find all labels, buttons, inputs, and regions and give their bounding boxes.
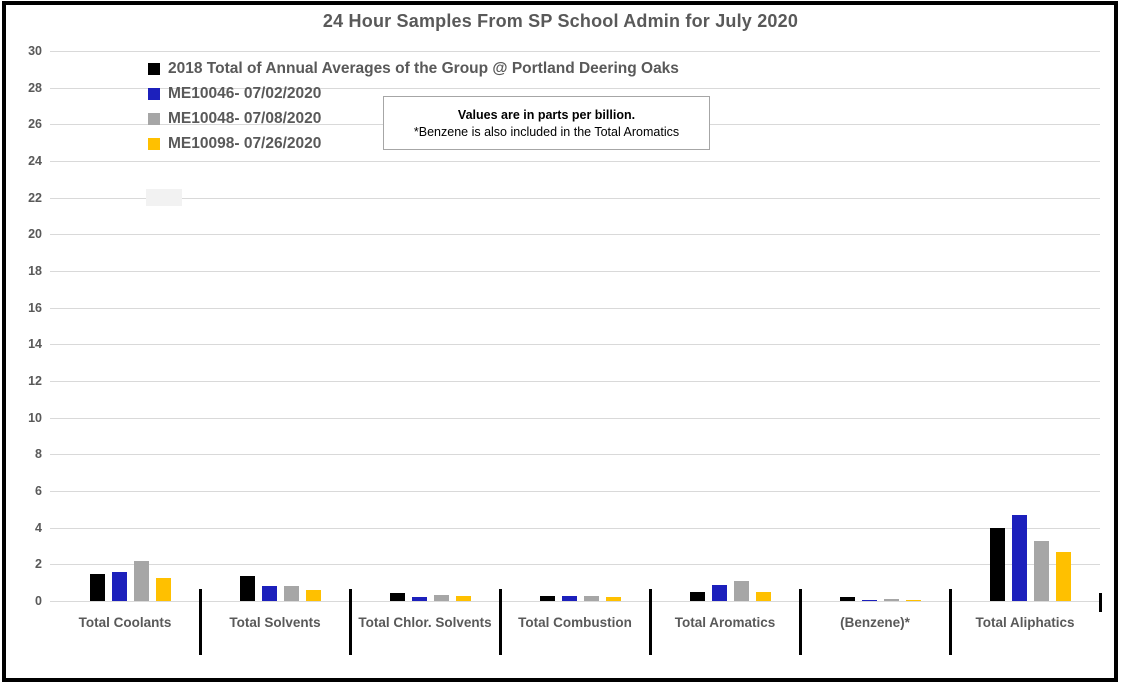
x-axis-category-label: Total Combustion [518, 615, 632, 630]
gridline [50, 308, 1100, 309]
bar-series-4-cat-7 [1056, 552, 1071, 602]
bar-series-1-cat-4 [540, 596, 555, 602]
gridline [50, 234, 1100, 235]
bar-series-4-cat-1 [156, 578, 171, 601]
y-axis-tick-label: 22 [28, 190, 42, 205]
y-axis-tick-label: 20 [28, 227, 42, 242]
gridline [50, 381, 1100, 382]
legend-color-swatch [148, 113, 160, 125]
x-axis-category-label: Total Coolants [78, 615, 172, 630]
gridline [50, 564, 1100, 565]
x-axis-category-label: (Benzene)* [840, 615, 910, 630]
y-axis-tick-label: 18 [28, 264, 42, 278]
axis-end-tick [1099, 593, 1102, 612]
x-axis-category-label: Total Solvents [229, 615, 321, 630]
bar-series-2-cat-1 [112, 572, 127, 601]
bar-series-2-cat-7 [1012, 515, 1027, 601]
y-axis-tick-label: 24 [28, 154, 42, 168]
gridline [50, 271, 1100, 272]
note-line-2: *Benzene is also included in the Total Aromatics [413, 124, 680, 139]
x-axis-category-label: Total Aliphatics [975, 615, 1075, 630]
category-separator [649, 589, 652, 655]
gridline [50, 418, 1100, 419]
chart-title: 24 Hour Samples From SP School Admin for July 2020 [322, 11, 799, 31]
category-separator [349, 589, 352, 655]
gridline [50, 161, 1100, 162]
bar-series-3-cat-4 [584, 596, 599, 601]
legend-label: ME10048- 07/08/2020 [168, 109, 322, 127]
gridline [50, 601, 1100, 602]
bar-series-2-cat-5 [712, 585, 727, 602]
gridline [50, 344, 1100, 345]
bar-series-4-cat-5 [756, 592, 771, 601]
y-axis-tick-label: 28 [28, 80, 42, 95]
bar-series-4-cat-2 [306, 590, 321, 601]
y-axis-tick-label: 26 [28, 117, 42, 132]
y-axis-tick-label: 10 [28, 410, 42, 425]
gridline-gap-artifact [146, 189, 182, 206]
bar-series-3-cat-5 [734, 581, 749, 601]
bar-series-3-cat-6 [884, 599, 899, 601]
gridline [50, 528, 1100, 529]
bar-series-2-cat-6 [862, 600, 877, 601]
x-axis-category-label: Total Chlor. Solvents [358, 615, 492, 630]
bar-series-1-cat-2 [240, 576, 255, 601]
bar-series-2-cat-3 [412, 597, 427, 601]
legend-row [148, 56, 679, 81]
note-line-1: Values are in parts per billion. [457, 107, 636, 122]
legend-label: ME10098- 07/26/2020 [168, 134, 322, 152]
y-axis-tick-label: 14 [28, 337, 42, 352]
legend-color-swatch [148, 63, 160, 75]
gridline [50, 491, 1100, 492]
gridline [50, 51, 1100, 52]
bar-series-4-cat-6 [906, 600, 921, 601]
y-axis-tick-label: 2 [35, 557, 42, 572]
bar-series-1-cat-5 [690, 592, 705, 601]
y-axis-tick-label: 0 [35, 594, 42, 608]
y-axis-tick-label: 4 [35, 520, 42, 535]
y-axis-tick-label: 16 [28, 300, 42, 315]
bar-series-3-cat-2 [284, 586, 299, 601]
bar-series-3-cat-7 [1034, 541, 1049, 602]
bar-series-1-cat-1 [90, 574, 105, 601]
gridline [50, 198, 1100, 199]
bar-series-3-cat-3 [434, 595, 449, 601]
legend-label: 2018 Total of Annual Averages of the Group @ Portland Deering Oaks [168, 59, 679, 77]
bar-series-2-cat-4 [562, 596, 577, 601]
bar-series-2-cat-2 [262, 586, 277, 601]
category-separator [799, 589, 802, 655]
x-axis-category-label: Total Aromatics [674, 615, 776, 630]
bar-series-1-cat-6 [840, 597, 855, 601]
category-separator [949, 589, 952, 655]
y-axis-tick-label: 12 [28, 374, 42, 388]
note-box [383, 96, 710, 150]
y-axis-tick-label: 30 [28, 44, 42, 58]
bar-series-1-cat-7 [990, 528, 1005, 601]
gridline [50, 454, 1100, 455]
bar-series-1-cat-3 [390, 593, 405, 601]
y-axis-tick-label: 8 [35, 447, 42, 462]
bar-series-3-cat-1 [134, 561, 149, 601]
legend-color-swatch [148, 138, 160, 150]
category-separator [499, 589, 502, 655]
legend-color-swatch [148, 88, 160, 100]
y-axis-tick-label: 6 [35, 484, 42, 498]
category-separator [199, 589, 202, 655]
bar-series-4-cat-4 [606, 597, 621, 601]
bar-series-4-cat-3 [456, 596, 471, 601]
legend-label: ME10046- 07/02/2020 [168, 84, 322, 102]
